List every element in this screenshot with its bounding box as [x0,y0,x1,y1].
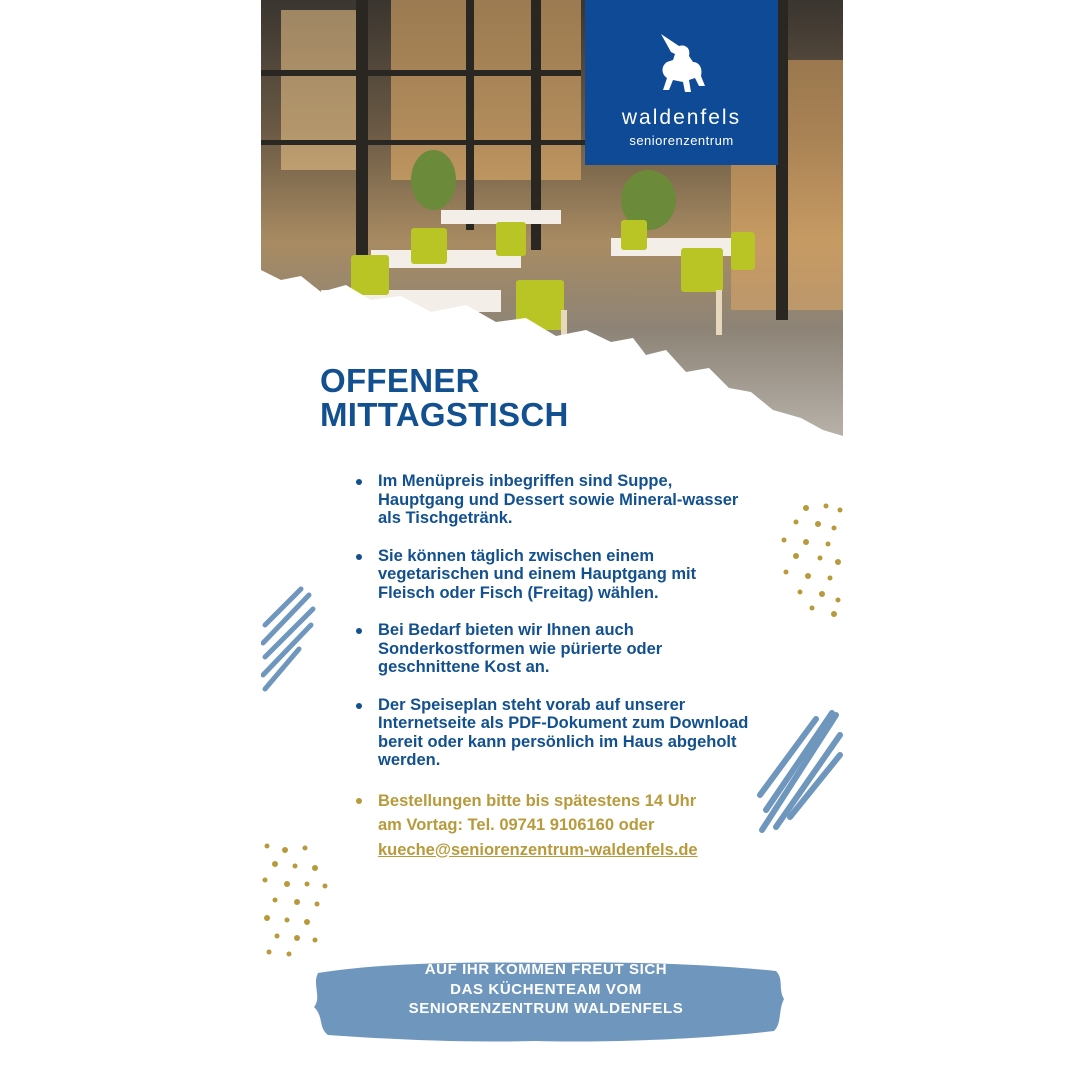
footer-line-2: DAS KÜCHENTEAM VOM [450,980,642,998]
title-line-2: MITTAGSTISCH [320,396,569,433]
logo-box [585,0,778,165]
email-link[interactable]: kueche@seniorenzentrum-waldenfels.de [378,840,698,859]
list-item: Bei Bedarf bieten wir Ihnen auch Sonderkostformen wie pürierte oder geschnittene Kost an. [356,621,756,677]
footer-line-3: SENIORENZENTRUM WALDENFELS [408,1000,684,1017]
gold-dots-decoration [261,840,331,960]
brush-stroke-decoration [261,585,321,695]
bullet-dot-icon [356,479,362,485]
list-item: Der Speiseplan steht vorab auf unserer Internetseite als PDF-Dokument zum Download bereit oder kann persönlich im Haus abgeholt werden. [356,696,756,770]
bullet-dot-icon [356,798,362,804]
bullet-dot-icon [356,554,362,560]
logo-subtitle: seniorenzentrum [629,133,734,148]
footer-text [306,960,786,1019]
bullet-dot-icon [356,628,362,634]
footer-line-1: AUF IHR KOMMEN FREUT SICH [424,961,668,978]
title-line-1: OFFENER [320,362,480,399]
gold-dots-decoration [776,500,843,620]
page-title [320,364,720,432]
bullet-dot-icon [356,703,362,709]
list-item: Sie können täglich zwischen einem vegetarischen und einem Hauptgang mit Fleisch oder Fisch (Freitag) wählen. [356,547,756,603]
order-info [356,789,756,863]
info-list [356,472,756,881]
logo-name: waldenfels [621,106,742,129]
order-line-2: am Vortag: Tel. 09741 9106160 oder [378,816,655,834]
brush-stroke-decoration [756,705,843,840]
order-line-1: Bestellungen bitte bis spätestens 14 Uhr [378,791,697,810]
unicorn-icon [653,30,709,100]
list-item: Im Menüpreis inbegriffen sind Suppe, Hauptgang und Dessert sowie Mineral-wasser als Tischgetränk. [356,472,756,528]
footer-banner [306,955,786,1045]
flyer [261,0,843,1080]
